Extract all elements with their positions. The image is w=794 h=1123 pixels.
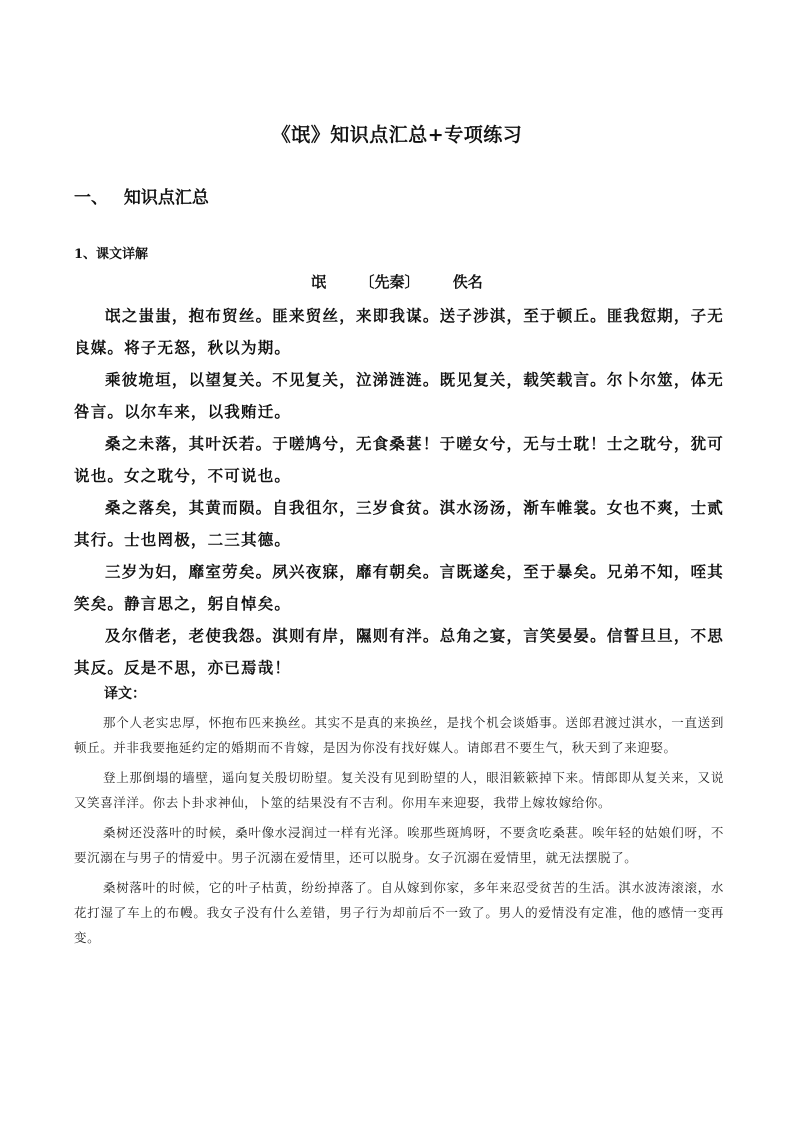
section-label: 知识点汇总 — [123, 188, 209, 208]
poem-body — [74, 300, 724, 684]
translation-body — [74, 710, 724, 955]
poem-stanza: 桑之落矣，其黄而陨。自我徂尔，三岁食贫。淇水汤汤，渐车帷裳。女也不爽，士贰其行。士也罔极，二三其德。 — [74, 498, 724, 549]
section-number: 一、 — [74, 188, 108, 208]
subsection-heading: 1、课文详解 — [74, 247, 149, 262]
poem-author: 佚名 — [452, 273, 483, 291]
translation-paragraph: 桑树落叶的时候，它的叶子枯黄，纷纷掉落了。自从嫁到你家，多年来忍受贫苦的生活。淇水波涛滚滚，水花打湿了车上的布幔。我女子没有什么差错，男子行为却前后不一致了。男人的爱情没有定准，他的感情一变再变。 — [74, 880, 724, 945]
translation-label: 译文： — [104, 686, 146, 702]
section-heading — [74, 183, 209, 208]
translation-paragraph: 登上那倒塌的墙壁，遥向复关殷切盼望。复关没有见到盼望的人，眼泪簌簌掉下来。情郎即从复关来，又说又笑喜洋洋。你去卜卦求神仙，卜筮的结果没有不吉利。你用车来迎娶，我带上嫁妆嫁给你。 — [74, 770, 724, 810]
poem-title-line — [0, 271, 794, 292]
poem-stanza: 三岁为妇，靡室劳矣。夙兴夜寐，靡有朝矣。言既遂矣，至于暴矣。兄弟不知，咥其笑矣。静言思之，躬自悼矣。 — [74, 562, 724, 613]
poem-title: 氓 — [311, 273, 327, 291]
poem-stanza: 乘彼垝垣，以望复关。不见复关，泣涕涟涟。既见复关，载笑载言。尔卜尔筮，体无咎言。以尔车来，以我贿迁。 — [74, 370, 724, 421]
translation-paragraph: 桑树还没落叶的时候，桑叶像水浸润过一样有光泽。唉那些斑鸠呀，不要贪吃桑葚。唉年轻的姑娘们呀，不要沉溺在与男子的情爱中。男子沉溺在爱情里，还可以脱身。女子沉溺在爱情里，就无法摆脱了。 — [74, 825, 724, 865]
poem-stanza: 氓之蚩蚩，抱布贸丝。匪来贸丝，来即我谋。送子涉淇，至于顿丘。匪我愆期，子无良媒。将子无怒，秋以为期。 — [74, 306, 724, 357]
poem-dynasty: 〔先秦〕 — [359, 273, 420, 291]
document-title: 《氓》知识点汇总+专项练习 — [271, 124, 523, 146]
poem-stanza: 及尔偕老，老使我怨。淇则有岸，隰则有泮。总角之宴，言笑晏晏。信誓旦旦，不思其反。反是不思，亦已焉哉！ — [74, 626, 724, 677]
translation-paragraph: 那个人老实忠厚，怀抱布匹来换丝。其实不是真的来换丝，是找个机会谈婚事。送郎君渡过淇水，一直送到顿丘。并非我要拖延约定的婚期而不肯嫁，是因为你没有找好媒人。请郎君不要生气，秋天到了来迎娶。 — [74, 715, 724, 755]
poem-stanza: 桑之未落，其叶沃若。于嗟鸠兮，无食桑葚！于嗟女兮，无与士耽！士之耽兮，犹可说也。女之耽兮，不可说也。 — [74, 434, 724, 485]
